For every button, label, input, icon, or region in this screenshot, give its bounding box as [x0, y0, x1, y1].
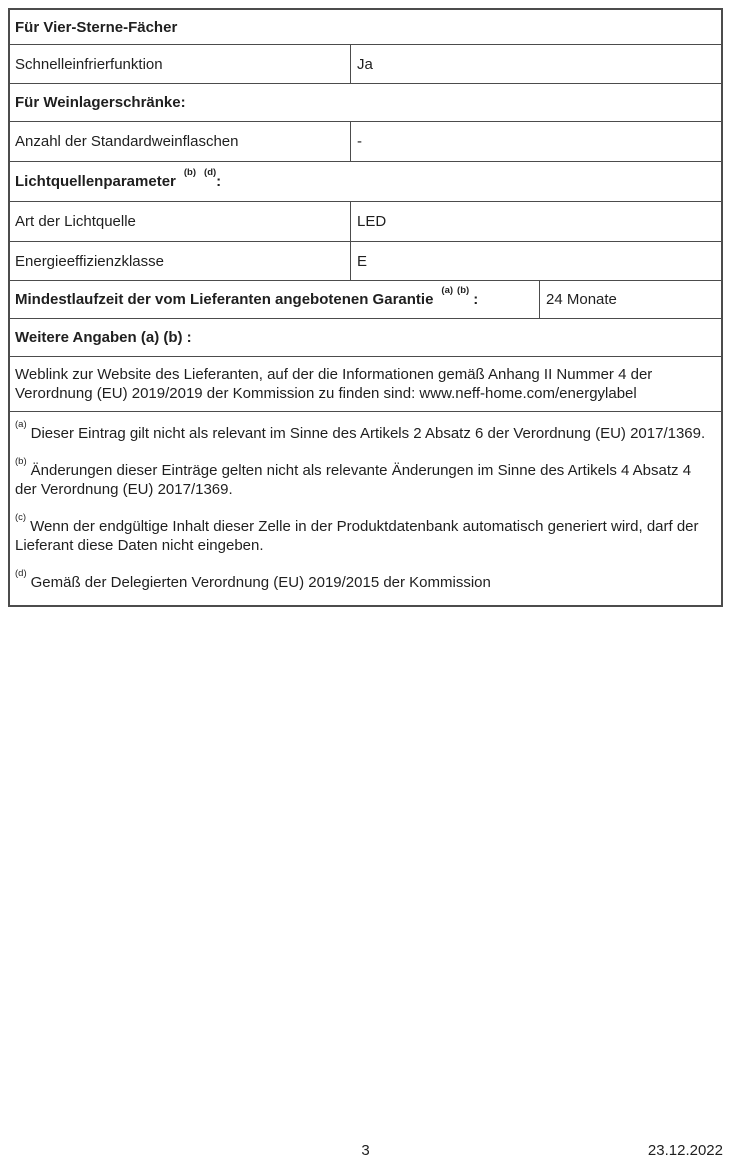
row-value: E [357, 252, 368, 270]
footnote-ref: (a) [441, 285, 454, 296]
footnote-marker: (d) [15, 568, 27, 579]
footnote-ref: (b) [183, 167, 197, 178]
row-value-cell [351, 242, 721, 280]
footnote-text: Wenn der endgültige Inhalt dieser Zelle in der Produktdatenbank automatisch generiert wird, darf der Lieferant diese Daten nicht eingeben. [15, 518, 699, 554]
section-label: Lichtquellenparameter$^{(b)}$ $^{(d)}$: [15, 167, 222, 190]
footnote-a [15, 419, 713, 443]
footnote-marker: (c) [15, 512, 27, 523]
section-row-vier-sterne-faecher [10, 10, 721, 45]
footer-date: 23.12.2022 [647, 1142, 723, 1159]
table-row-garantie [10, 281, 721, 319]
weblink-text: Weblink zur Website des Lieferanten, auf der die Informationen gemäß Anhang II Nummer 4 der Verordnung (EU) 2019/2019 der Kommission zu finden sind: www.neff-home.com/energylabel [15, 366, 653, 402]
footnote-d [15, 568, 713, 592]
section-label: Weitere Angaben (a) (b) : [15, 329, 192, 346]
row-label: Mindestlaufzeit der vom Lieferanten angebotenen Garantie$^{(a)}$ $^{(b)}$: [15, 285, 479, 308]
row-value-cell [540, 281, 721, 318]
footnote-ref: (b) [457, 285, 470, 296]
table-row-energieeffizienzklasse [10, 242, 721, 281]
table-row-art-der-lichtquelle [10, 202, 721, 242]
table-row-standardweinflaschen [10, 122, 721, 162]
footnote-text: Dieser Eintrag gilt nicht als relevant im Sinne des Artikels 2 Absatz 6 der Verordnung (EU) 2017/1369. [30, 425, 706, 442]
row-value: Ja [357, 55, 373, 73]
row-label: Art der Lichtquelle [15, 213, 136, 230]
row-label-cell [10, 202, 351, 241]
row-value-cell [351, 202, 721, 241]
page-footer [8, 1142, 723, 1164]
row-label-cell [10, 281, 540, 318]
table-row-schnelleinfrierfunktion [10, 45, 721, 84]
row-value: 24 Monate [546, 291, 617, 308]
page-number: 3 [361, 1142, 370, 1159]
product-data-table [8, 8, 723, 607]
footnote-b [15, 456, 713, 499]
section-row-weitere-angaben [10, 319, 721, 357]
row-label-cell [10, 45, 351, 83]
footnote-marker: (a) [15, 419, 27, 430]
footnotes-block [10, 412, 721, 605]
section-label: Für Vier-Sterne-Fächer [15, 18, 178, 36]
row-label-cell [10, 122, 351, 161]
row-label: Schnelleinfrierfunktion [15, 55, 163, 73]
footnote-marker: (b) [15, 456, 27, 467]
footnote-ref: (d) [204, 167, 217, 178]
row-value: - [357, 133, 362, 150]
row-value: LED [357, 213, 387, 230]
section-row-weinlagerschraenke [10, 84, 721, 122]
row-label: Energieeffizienzklasse [15, 252, 164, 270]
row-value-cell [351, 45, 721, 83]
footnote-c [15, 512, 713, 555]
row-label: Anzahl der Standardweinflaschen [15, 133, 239, 150]
section-row-lichtquellenparameter [10, 162, 721, 202]
row-label-cell [10, 242, 351, 280]
footnote-text: Gemäß der Delegierten Verordnung (EU) 2019/2015 der Kommission [30, 574, 491, 591]
section-label: Für Weinlagerschränke: [15, 94, 186, 111]
footnote-text: Änderungen dieser Einträge gelten nicht als relevante Änderungen im Sinne des Artikels 4 Absatz 4 der Verordnung (EU) 2017/1369. [15, 462, 692, 498]
weblink-text-row [10, 357, 721, 412]
row-value-cell [351, 122, 721, 161]
